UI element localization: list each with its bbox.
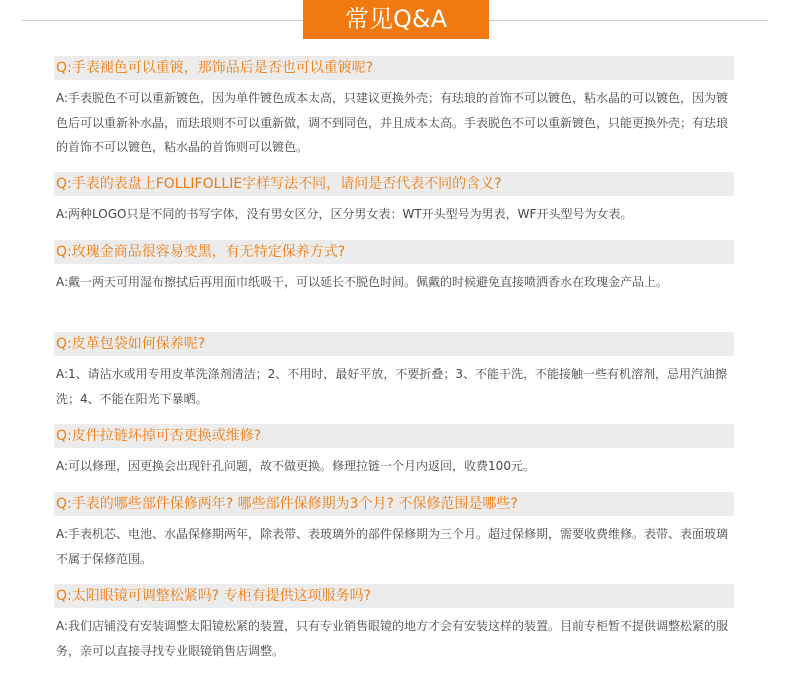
qa-item <box>54 56 734 160</box>
qa-item <box>54 424 734 479</box>
answer: A:戴一两天可用湿布擦拭后再用面巾纸吸干，可以延长不脱色时间。佩戴的时候避免直接喷洒香水在玫瑰金产品上。 <box>56 275 669 289</box>
question: Q:手表的哪些部件保修两年? 哪些部件保修期为3个月? 不保修范围是哪些? <box>54 492 734 516</box>
qa-item <box>54 240 734 295</box>
answer: A:可以修理，因更换会出现针孔问题，故不做更换。修理拉链一个月内返回，收费100元。 <box>56 459 535 473</box>
qa-item <box>54 584 734 663</box>
answer: A:我们店铺没有安装调整太阳镜松紧的装置，只有专业销售眼镜的地方才会有安装这样的装置。目前专柜暂不提供调整松紧的服务，亲可以直接寻找专业眼镜销售店调整。 <box>56 619 729 658</box>
question: Q:玫瑰金商品很容易变黑，有无特定保养方式? <box>54 240 734 264</box>
question: Q:太阳眼镜可调整松紧吗? 专柜有提供这项服务吗? <box>54 584 734 608</box>
question: Q:手表的表盘上FOLLIFOLLIE字样写法不同，请问是否代表不同的含义? <box>54 172 734 196</box>
question: Q:手表褪色可以重镀，那饰品后是否也可以重镀呢? <box>54 56 734 80</box>
qa-item <box>54 332 734 411</box>
section-header <box>0 0 790 44</box>
answer: A:手表脱色不可以重新镀色，因为单件镀色成本太高，只建议更换外壳；有珐琅的首饰不可以镀色，粘水晶的可以镀色，因为镀色后可以重新补水晶，而珐琅则不可以重新做，调不到同色，并且成本太高。手表脱色不可以重新镀色，只能更换外壳；有珐琅的首饰不可以镀色，粘水晶的首饰则可以镀色。 <box>56 91 729 154</box>
qa-item <box>54 492 734 571</box>
question: Q:皮革包袋如何保养呢? <box>54 332 734 356</box>
question: Q:皮件拉链坏掉可否更换或维修? <box>54 424 734 448</box>
section-title: 常见Q&A <box>303 0 489 39</box>
answer: A:两种LOGO只是不同的书写字体，没有男女区分，区分男女表：WT开头型号为男表，WF开头型号为女表。 <box>56 207 633 221</box>
answer: A:手表机芯、电池、水晶保修期两年，除表带、表玻璃外的部件保修期为三个月。超过保修期，需要收费维修。表带、表面玻璃不属于保修范围。 <box>56 527 729 566</box>
qa-item <box>54 172 734 227</box>
answer: A:1、请沾水或用专用皮革洗涤剂清洁；2、不用时，最好平放，不要折叠；3、不能干洗，不能接触一些有机溶剂，忌用汽油擦洗；4、不能在阳光下暴晒。 <box>56 367 727 406</box>
